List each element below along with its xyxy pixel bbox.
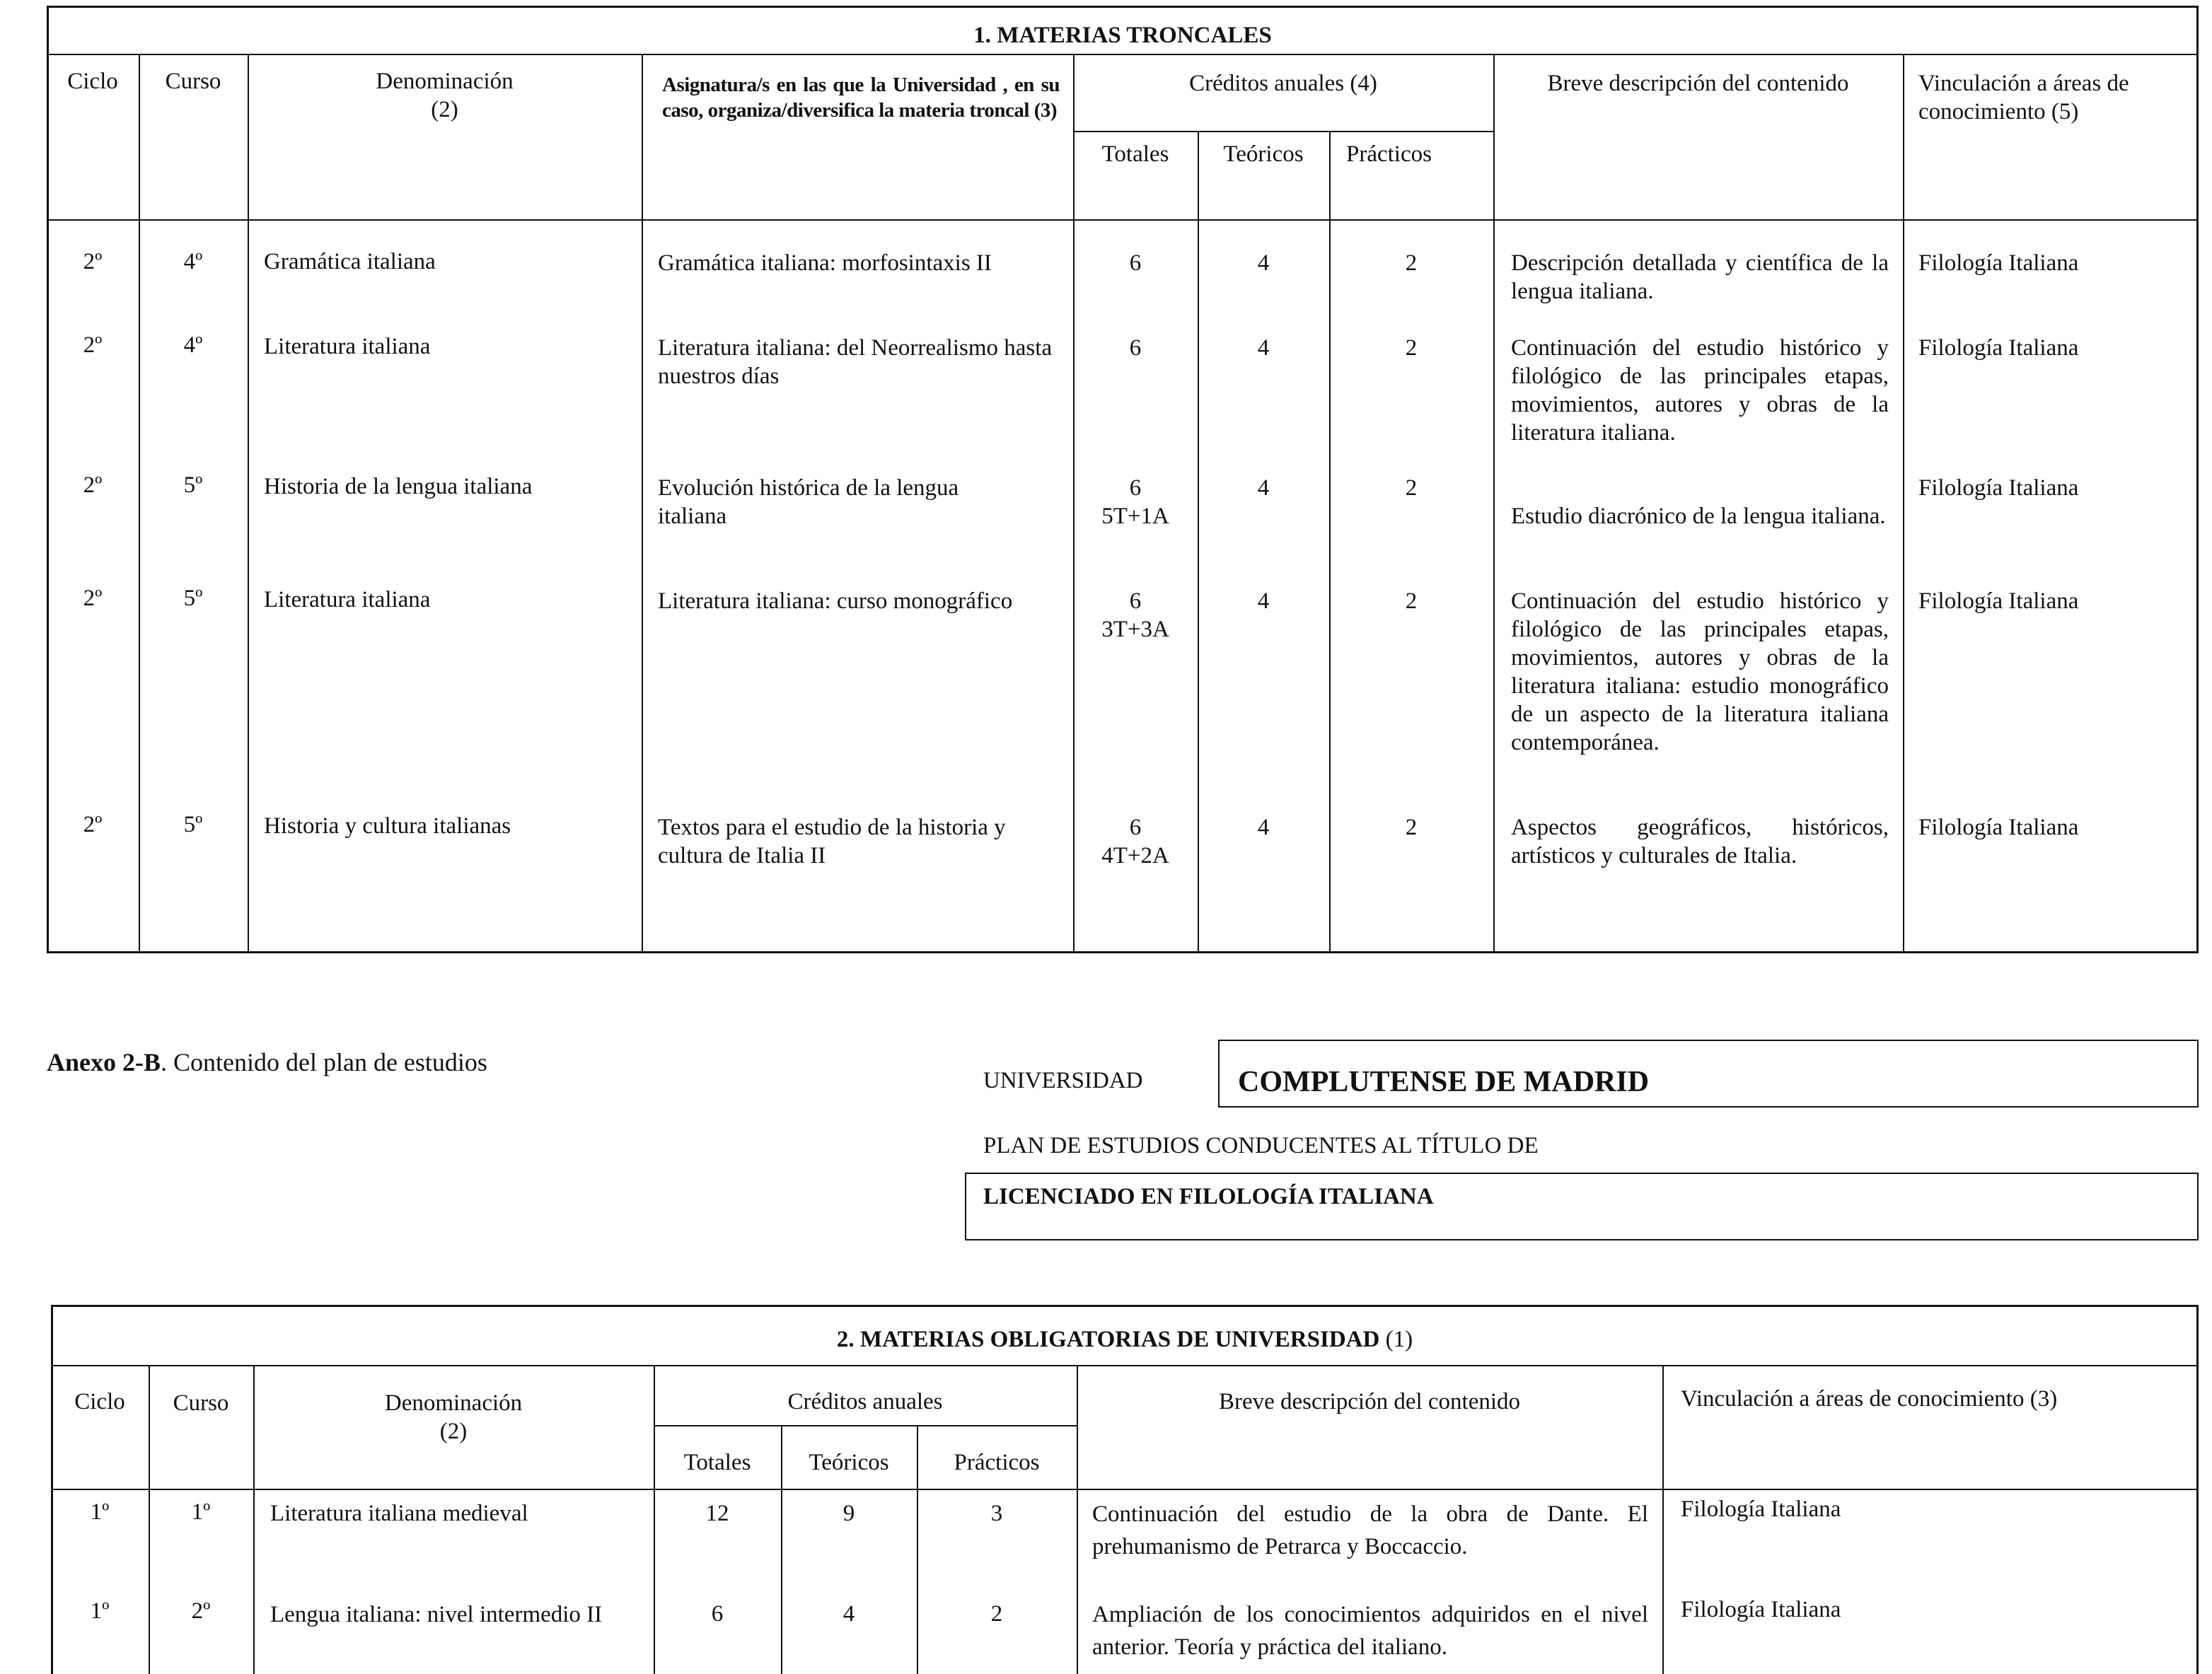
header-practicos: Prácticos xyxy=(1346,141,1432,167)
annex-label: Anexo 2-B. Contenido del plan de estudios xyxy=(47,1048,487,1076)
header-vinculacion: Vinculación a áreas de conocimiento (5) xyxy=(1918,71,2129,124)
header-descripcion: Breve descripción del contenido xyxy=(1547,71,1849,96)
header-creditos: Créditos anuales xyxy=(787,1389,943,1414)
table1-title: 1. MATERIAS TRONCALES xyxy=(973,23,1272,48)
plan-label: PLAN DE ESTUDIOS CONDUCENTES AL TÍTULO DE xyxy=(983,1133,1539,1158)
header-curso: Curso xyxy=(165,69,221,94)
header-creditos: Créditos anuales (4) xyxy=(1189,71,1377,96)
titulo-name: LICENCIADO EN FILOLOGÍA ITALIANA xyxy=(983,1184,1434,1209)
universidad-label: UNIVERSIDAD xyxy=(983,1068,1143,1093)
header-descripcion: Breve descripción del contenido xyxy=(1218,1389,1521,1414)
header-teoricos: Teóricos xyxy=(1223,141,1304,167)
header-totales: Totales xyxy=(1101,141,1169,167)
header-asignaturas: Asignatura/s en las que la Universidad , en su caso, organiza/diversifica la materia troncal (3) xyxy=(662,74,1060,122)
table2-title: 2. MATERIAS OBLIGATORIAS DE UNIVERSIDAD (1) xyxy=(836,1327,1413,1352)
header-denominacion-note: (2) xyxy=(439,1419,468,1444)
header-ciclo: Ciclo xyxy=(74,1389,125,1414)
header-denominacion: Denominación xyxy=(384,1390,523,1416)
header-denominacion-note: (2) xyxy=(431,97,458,122)
header-curso: Curso xyxy=(173,1390,229,1416)
header-practicos: Prácticos xyxy=(954,1450,1040,1475)
universidad-name: COMPLUTENSE DE MADRID xyxy=(1238,1066,1650,1098)
header-teoricos: Teóricos xyxy=(809,1450,889,1475)
header-denominacion: Denominación xyxy=(376,69,514,94)
header-totales: Totales xyxy=(683,1450,751,1475)
header-vinculacion: Vinculación a áreas de conocimiento (3) xyxy=(1681,1386,2058,1412)
header-ciclo: Ciclo xyxy=(67,69,118,94)
